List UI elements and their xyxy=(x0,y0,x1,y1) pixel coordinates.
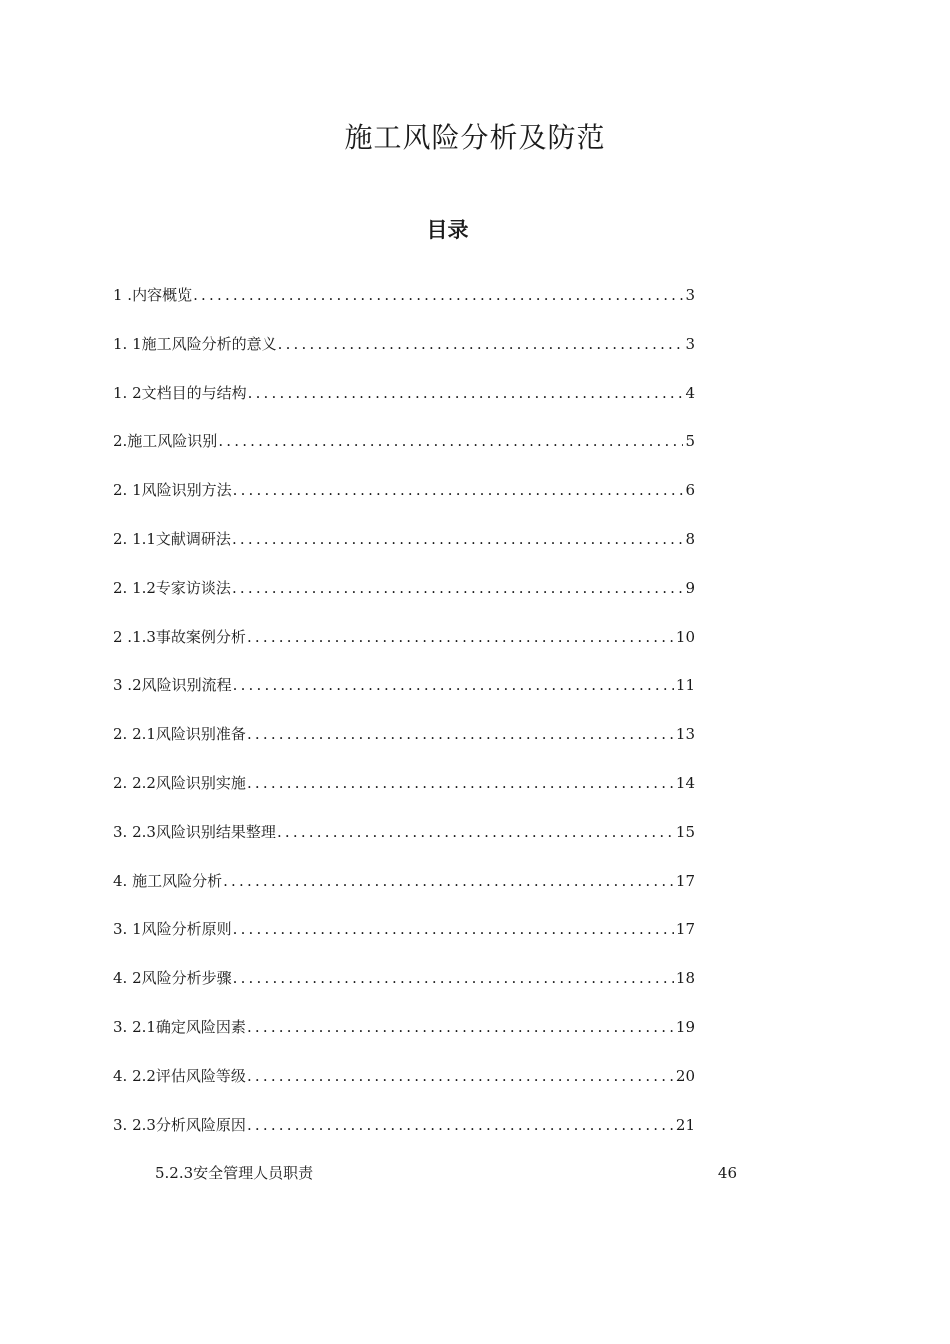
toc-entry-page: 15 xyxy=(675,822,695,841)
toc-entry-page: 19 xyxy=(675,1017,695,1036)
toc-dot-leader xyxy=(232,526,684,552)
toc-entry[interactable] xyxy=(113,916,695,965)
toc-entry-label: 3. 2.3风险识别结果整理 xyxy=(113,822,276,841)
toc-entry-label: 1. 2文档目的与结构 xyxy=(113,383,247,402)
toc-entry-label: 2. 1.1文献调研法 xyxy=(113,529,231,548)
toc-entry-page: 5 xyxy=(685,432,695,451)
toc-extra-label: 5.2.3安全管理人员职责 xyxy=(155,1164,314,1182)
toc-dot-leader xyxy=(233,477,684,503)
toc-dot-leader xyxy=(218,428,683,454)
toc-entry-page: 13 xyxy=(675,725,695,744)
toc-entry[interactable] xyxy=(113,380,695,429)
toc-extra-entry[interactable] xyxy=(155,1160,737,1186)
toc-entry-page: 21 xyxy=(675,1115,695,1134)
toc-entry-page: 11 xyxy=(675,676,695,695)
toc-entry-page: 17 xyxy=(675,871,695,890)
toc-entry-page: 3 xyxy=(685,334,695,353)
toc-entry-page: 17 xyxy=(675,920,695,939)
toc-entry-label: 3. 2.1确定风险因素 xyxy=(113,1017,246,1036)
toc-entry-label: 4. 施工风险分析 xyxy=(113,871,223,890)
toc-dot-leader xyxy=(247,1063,674,1089)
toc-dot-leader xyxy=(247,624,674,650)
toc-entry[interactable] xyxy=(113,721,695,770)
toc-entry[interactable] xyxy=(113,477,695,526)
toc-entry-page: 9 xyxy=(685,578,695,597)
toc-entry[interactable] xyxy=(113,819,695,868)
document-title: 施工风险分析及防范 xyxy=(344,121,606,154)
toc-entry-label: 2. 1风险识别方法 xyxy=(113,481,232,500)
table-of-contents xyxy=(113,282,695,1160)
toc-entry-page: 6 xyxy=(685,481,695,500)
toc-entry-page: 8 xyxy=(685,529,695,548)
toc-dot-leader xyxy=(233,965,674,991)
toc-entry-page: 18 xyxy=(675,969,695,988)
toc-entry-page: 14 xyxy=(675,773,695,792)
toc-extra-page: 46 xyxy=(717,1164,737,1182)
toc-entry[interactable] xyxy=(113,672,695,721)
toc-entry[interactable] xyxy=(113,1112,695,1161)
toc-entry[interactable] xyxy=(113,770,695,819)
toc-dot-leader xyxy=(232,575,684,601)
toc-entry[interactable] xyxy=(113,575,695,624)
toc-entry[interactable] xyxy=(113,624,695,673)
toc-heading: 目录 xyxy=(426,218,469,242)
toc-dot-leader xyxy=(277,819,674,845)
toc-entry-label: 3. 1风险分析原则 xyxy=(113,920,232,939)
toc-entry-label: 4. 2风险分析步骤 xyxy=(113,969,232,988)
toc-entry[interactable] xyxy=(113,1063,695,1112)
toc-entry-label: 3. 2.3分析风险原因 xyxy=(113,1115,246,1134)
toc-entry-label: 3 .2风险识别流程 xyxy=(113,676,232,695)
toc-entry-label: 2.施工风险识别 xyxy=(113,432,218,451)
toc-entry[interactable] xyxy=(113,1014,695,1063)
toc-entry-label: 2. 1.2专家访谈法 xyxy=(113,578,231,597)
toc-entry-label: 2. 2.1风险识别准备 xyxy=(113,725,246,744)
toc-entry[interactable] xyxy=(113,526,695,575)
toc-entry-page: 10 xyxy=(675,627,695,646)
toc-dot-leader xyxy=(247,721,674,747)
toc-entry[interactable] xyxy=(113,331,695,380)
toc-dot-leader xyxy=(193,282,683,308)
toc-dot-leader xyxy=(247,770,674,796)
toc-entry-label: 2. 2.2风险识别实施 xyxy=(113,773,246,792)
toc-dot-leader xyxy=(247,1112,674,1138)
toc-entry[interactable] xyxy=(113,282,695,331)
toc-entry-label: 4. 2.2评估风险等级 xyxy=(113,1066,246,1085)
toc-dot-leader xyxy=(278,331,684,357)
toc-entry[interactable] xyxy=(113,965,695,1014)
toc-dot-leader xyxy=(248,380,684,406)
toc-entry-page: 4 xyxy=(685,383,695,402)
toc-entry-page: 20 xyxy=(675,1066,695,1085)
toc-entry-page: 3 xyxy=(685,286,695,304)
toc-entry-label: 1. 1施工风险分析的意义 xyxy=(113,334,277,353)
toc-entry-label: 1 .内容概览 xyxy=(113,286,193,304)
toc-entry[interactable] xyxy=(113,868,695,917)
toc-entry[interactable] xyxy=(113,428,695,477)
toc-dot-leader xyxy=(223,868,674,894)
toc-dot-leader xyxy=(233,916,674,942)
toc-entry-label: 2 .1.3事故案例分析 xyxy=(113,627,246,646)
toc-dot-leader xyxy=(247,1014,674,1040)
toc-dot-leader xyxy=(233,672,674,698)
